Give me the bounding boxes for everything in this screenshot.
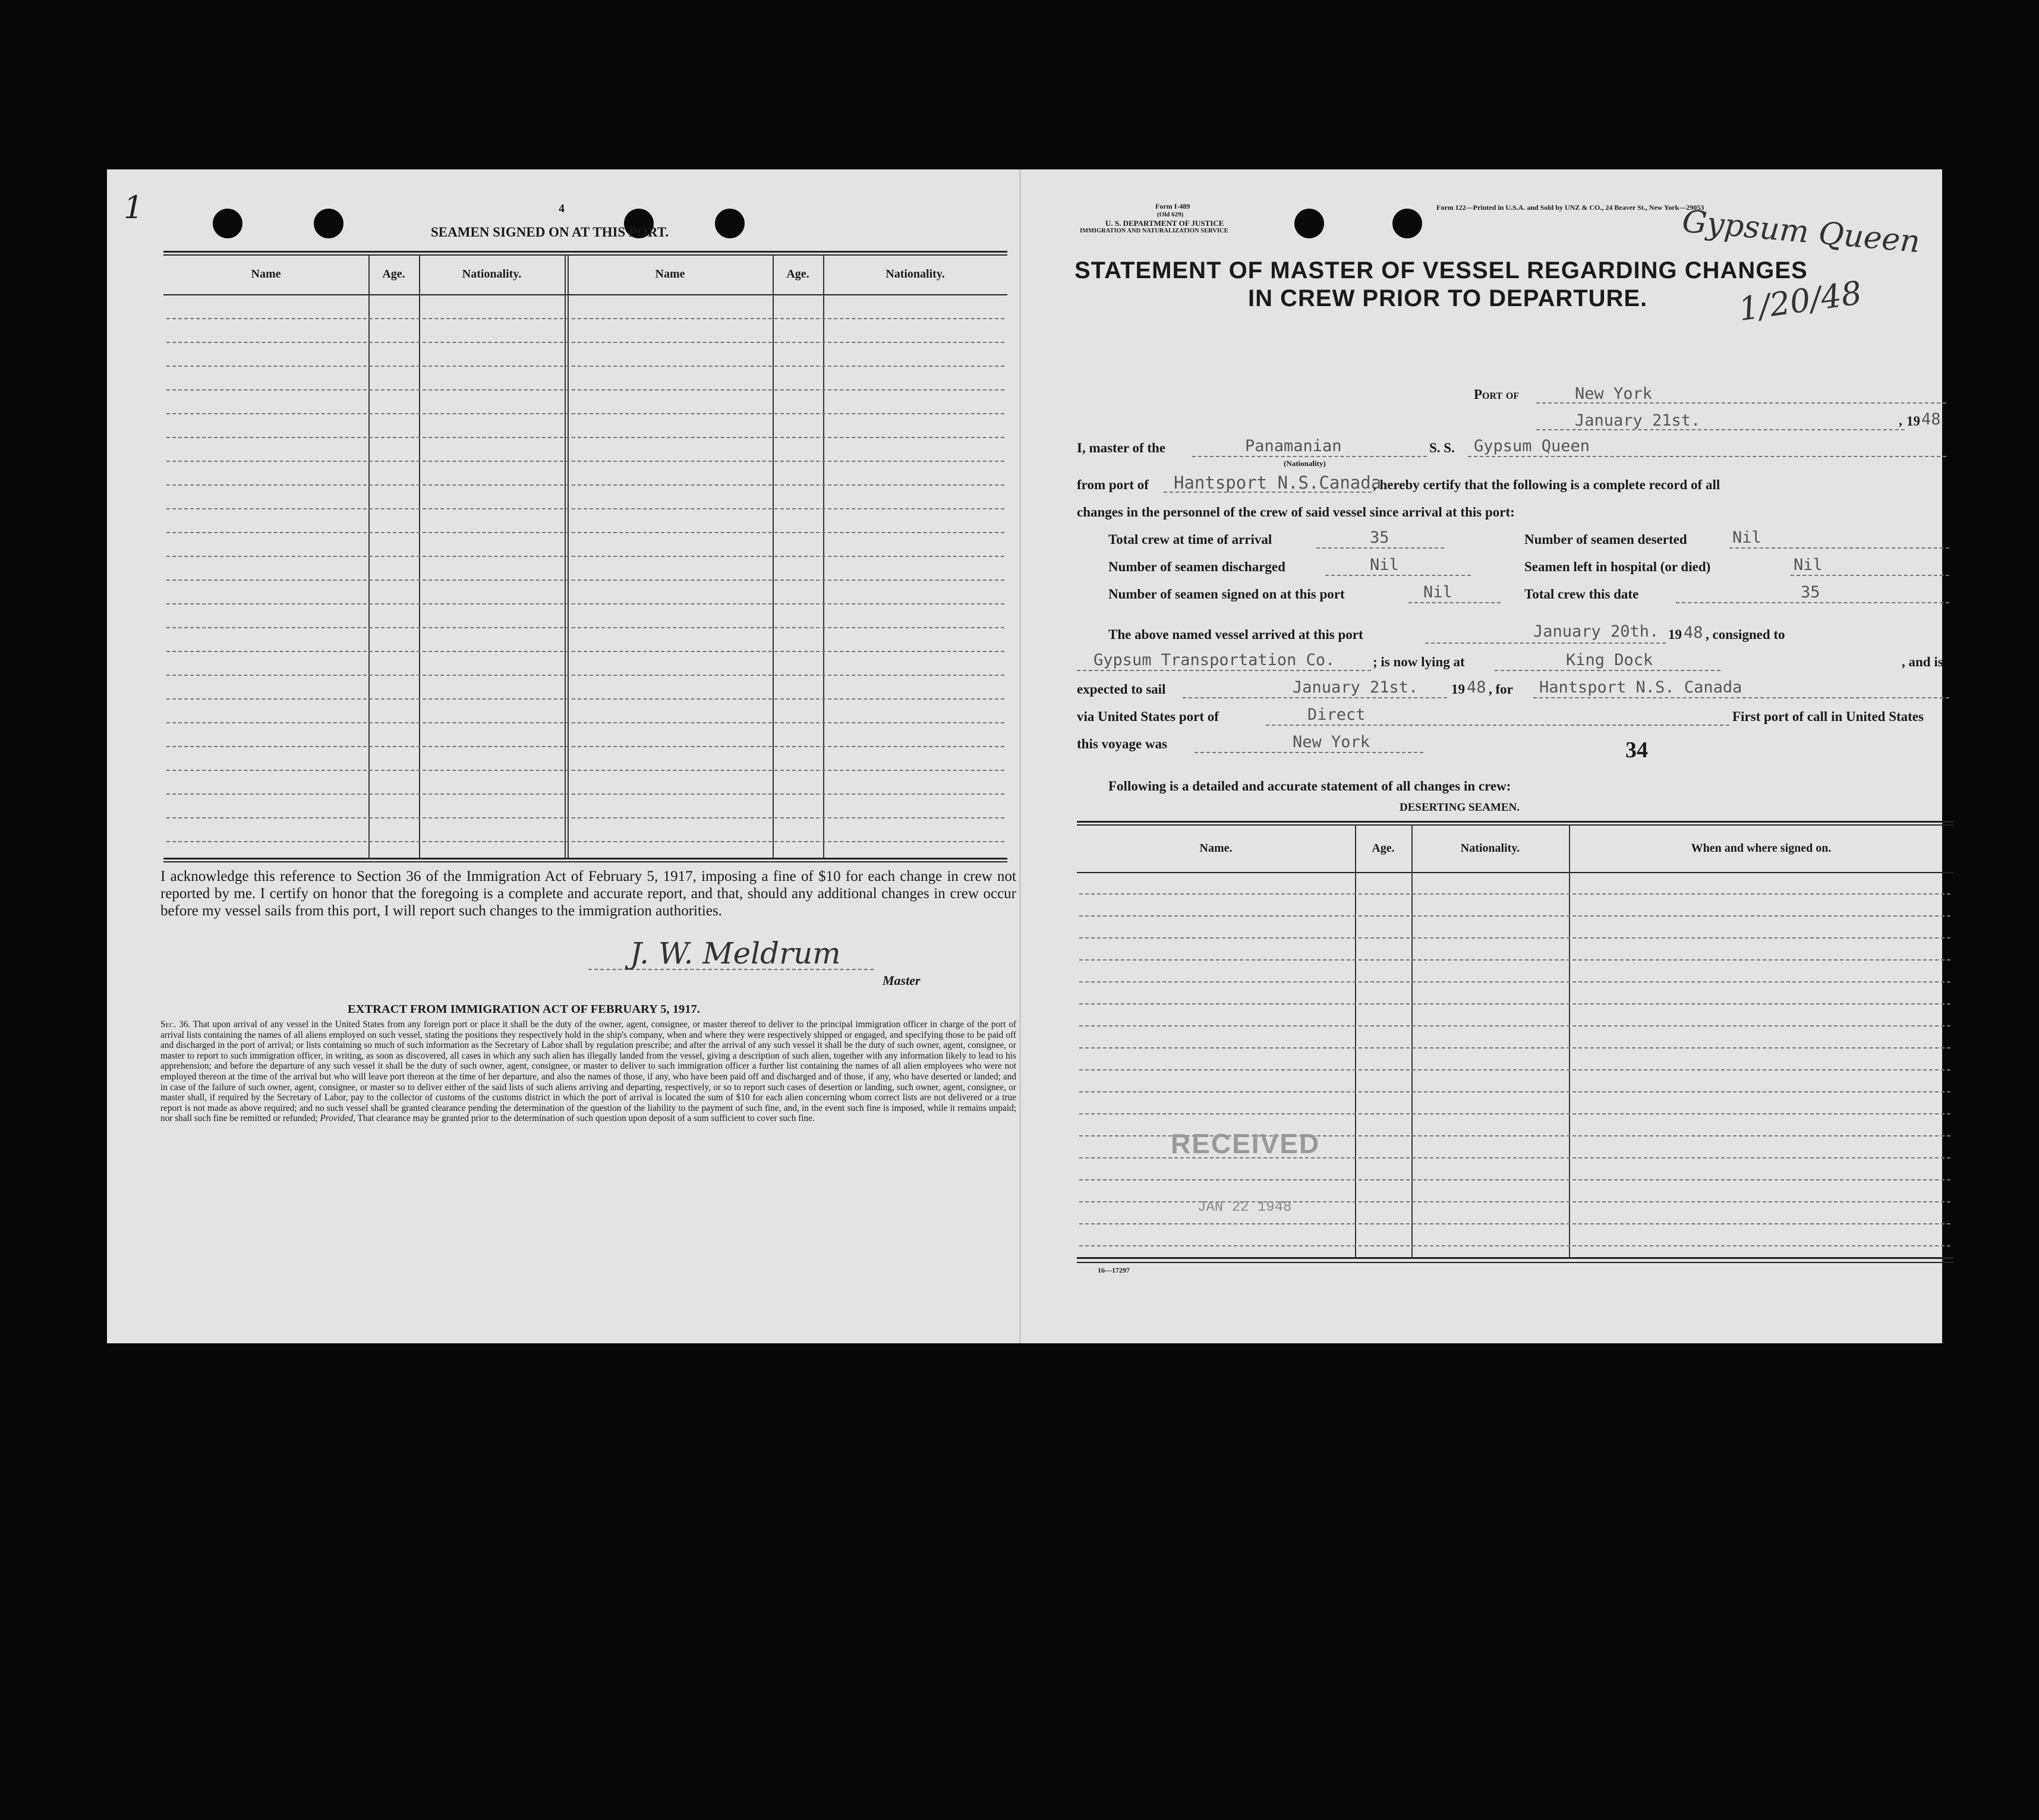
table-rule: [163, 251, 1007, 253]
deserted-label: Number of seamen deserted: [1524, 532, 1687, 547]
deserted-line: [1729, 547, 1949, 549]
extract-provided: Provided,: [320, 1113, 355, 1124]
received-stamp: RECEIVED: [1171, 1128, 1321, 1159]
deserted-value: Nil: [1732, 528, 1761, 547]
blank-row-line: [166, 437, 1004, 438]
from-port-value: Hantsport N.S.Canada: [1174, 473, 1382, 493]
consignee-line: [1077, 670, 1371, 671]
blank-row-line: [166, 603, 1004, 604]
blank-row-line: [166, 698, 1004, 700]
consignee-value: Gypsum Transportation Co.: [1093, 651, 1335, 669]
certify-text: , hereby certify that the following is a complete record of all: [1373, 477, 1720, 492]
right-page-number: 34: [1625, 738, 1648, 763]
signed-on-value: Nil: [1423, 583, 1452, 602]
following-text: Following is a detailed and accurate statement of all changes in crew:: [1108, 779, 1511, 794]
total-arrival-label: Total crew at time of arrival: [1108, 532, 1272, 547]
table-rule: [163, 858, 1007, 859]
arrived-line: [1425, 643, 1666, 644]
blank-row-line: [1079, 1025, 1950, 1026]
table-rule: [1077, 1262, 1953, 1263]
table-rule: [163, 861, 1007, 862]
ss-label: S. S.: [1429, 440, 1455, 455]
table-rule: [163, 294, 1007, 295]
margin-mark: 1: [124, 190, 144, 226]
extract-title: EXTRACT FROM IMMIGRATION ACT OF FEBRUARY 5, 1917.: [348, 1003, 700, 1016]
destination-line: [1533, 697, 1949, 698]
for-label: , for: [1489, 682, 1513, 697]
sail-year-value: 48: [1467, 678, 1486, 697]
extract-section: Sec. 36.: [160, 1019, 191, 1029]
section-title: SEAMEN SIGNED ON AT THIS PORT.: [431, 225, 669, 240]
blank-row-line: [166, 389, 1004, 391]
column-divider: [1411, 824, 1413, 1257]
changes-text: changes in the personnel of the crew of said vessel since arrival at this port:: [1077, 505, 1515, 519]
port-value: New York: [1575, 385, 1653, 403]
blank-row-line: [166, 342, 1004, 343]
voyage-label: this voyage was: [1077, 736, 1168, 751]
date-value: January 21st.: [1575, 411, 1701, 430]
sail-year-prefix: 19: [1451, 682, 1465, 697]
arrived-label: The above named vessel arrived at this port: [1108, 627, 1363, 642]
arrived-year-prefix: 19: [1668, 627, 1682, 642]
vessel-value: Gypsum Queen: [1474, 437, 1590, 455]
punch-hole: [1392, 209, 1422, 238]
blank-row-line: [166, 413, 1004, 414]
page-fold: [1019, 169, 1021, 1343]
master-label: I, master of the: [1077, 440, 1166, 455]
blank-row-line: [166, 318, 1004, 319]
department: U. S. DEPARTMENT OF JUSTICE: [1105, 219, 1224, 228]
form-old: (Old 629): [1157, 211, 1184, 218]
table-rule: [1077, 872, 1953, 873]
deserting-title: DESERTING SEAMEN.: [1400, 801, 1520, 814]
punch-hole: [314, 209, 343, 238]
blank-row-line: [166, 508, 1004, 509]
punch-hole: [213, 209, 242, 238]
total-arrival-line: [1316, 547, 1444, 549]
service: IMMIGRATION AND NATURALIZATION SERVICE: [1080, 228, 1228, 234]
signed-on-line: [1408, 602, 1501, 603]
footer-code: 16—17297: [1098, 1266, 1130, 1274]
table-rule: [1077, 1257, 1953, 1259]
handwritten-ship-name: Gypsum Queen: [1681, 203, 1922, 260]
extract-tail: That clearance may be granted prior to the determination of such question upon deposit of a sum sufficient to cover such fine.: [357, 1113, 815, 1124]
blank-row-line: [166, 484, 1004, 486]
discharged-line: [1325, 575, 1471, 576]
voyage-line: [1195, 752, 1423, 753]
blank-row-line: [166, 532, 1004, 533]
handwritten-date: 1/20/48: [1736, 273, 1864, 329]
discharged-value: Nil: [1370, 556, 1399, 574]
extract-text: That upon arrival of any vessel in the United States from any foreign port or place it shall be the duty of the owner, agent, consignee, or master thereof to deliver to the principal immigration officer in charge of the port of arrival lists containing the names of all aliens employed on such vessel, stating the positions they respectively hold in the ship's company, when and where they were respectively shipped or engaged, and specifying those to be paid off and discharged in the port of arrival; or lists containing so much of such information as the Secretary of Labor shall by regulation prescribe; and after the arrival of any such vessel it shall be the duty of such owner, agent, consignee, or master to report to such immigration officer, in writing, as soon as discovered, all cases in which any such alien has illegally landed from the vessel, giving a description of such alien, together with any information likely to lead to his apprehension; and before the departure of any such vessel it shall be the duty of such owner, agent, consignee, or master to deliver to such immigration officer a further list containing the names of all alien employees who were not employed thereon at the time of the arrival but who will leave port thereon at the time of her departure, and also the names of those, if any, who have been paid off and discharged and of those, if any, who have deserted or landed; and in case of the failure of such owner, agent, consignee, or master so to deliver either of the said lists of such aliens arriving and departing, respectively, or so to report such cases of desertion or landing, such owner, agent, consignee, or master shall, if required by the Secretary of Labor, pay to the collector of customs of the customs district in which the port of arrival is located the sum of $10 for each alien concerning whom correct lists are not delivered or a true report is not made as above required; and no such vessel shall be granted clearance pending the determination of the question of the liability to the payment of such fine, and, in the event such fine is imposed, while it remains unpaid; nor shall such fine be remitted or refunded;: [160, 1019, 1016, 1124]
blank-row-line: [166, 794, 1004, 795]
first-port-label: First port of call in United States: [1732, 709, 1924, 724]
blank-row-line: [166, 817, 1004, 818]
blank-row-line: [166, 722, 1004, 723]
extract-body: [160, 1019, 1016, 1124]
via-label: via United States port of: [1077, 709, 1219, 724]
column-header: Name.: [1199, 841, 1233, 855]
page-number: 4: [559, 202, 565, 215]
blank-row-line: [166, 366, 1004, 367]
signature-role: Master: [883, 973, 921, 988]
form-title-line1: STATEMENT OF MASTER OF VESSEL REGARDING CHANGES: [1074, 257, 1808, 284]
blank-row-line: [1079, 1069, 1950, 1070]
master-signature: J. W. Meldrum: [630, 936, 841, 971]
arrived-value: January 20th.: [1533, 622, 1659, 641]
blank-row-line: [1079, 1223, 1950, 1224]
column-header: Age.: [1372, 841, 1395, 855]
via-value: Direct: [1307, 706, 1366, 724]
received-stamp-date: JAN 22 1948: [1197, 1199, 1292, 1216]
sail-label: expected to sail: [1077, 682, 1166, 697]
via-line: [1266, 725, 1729, 726]
lying-label: ; is now lying at: [1373, 654, 1465, 669]
nationality-caption: (Nationality): [1284, 459, 1326, 468]
blank-row-line: [1079, 1113, 1950, 1114]
hospital-value: Nil: [1794, 556, 1823, 574]
total-date-value: 35: [1801, 583, 1820, 602]
blank-row-line: [1079, 1245, 1950, 1246]
blank-row-line: [1079, 981, 1950, 983]
comma: ,: [1899, 413, 1902, 428]
sail-line: [1183, 697, 1447, 698]
column-header: Nationality.: [885, 267, 945, 281]
blank-row-line: [1079, 1047, 1950, 1048]
column-divider: [1569, 824, 1570, 1257]
year-value: 48: [1921, 410, 1941, 429]
blank-row-line: [166, 556, 1004, 557]
total-date-line: [1676, 602, 1949, 603]
column-header: Name: [655, 267, 685, 281]
year-prefix: 19: [1906, 414, 1920, 429]
form-number: Form I-489: [1155, 202, 1190, 210]
port-label: Port of: [1474, 387, 1520, 402]
column-header: Nationality.: [462, 267, 522, 281]
nationality-value: Panamanian: [1245, 437, 1342, 455]
blank-row-line: [166, 651, 1004, 652]
column-header: Age.: [786, 267, 809, 281]
column-header: Nationality.: [1460, 841, 1520, 855]
blank-row-line: [1079, 915, 1950, 917]
column-header: Age.: [382, 267, 405, 281]
punch-hole: [715, 209, 745, 238]
blank-row-line: [1079, 893, 1950, 895]
blank-row-line: [166, 627, 1004, 628]
blank-row-line: [166, 841, 1004, 842]
printer-note: Form 122—Printed in U.S.A. and Sold by UNZ & CO., 24 Beaver St., New York—29053: [1436, 203, 1704, 212]
column-header: Name: [251, 267, 281, 281]
punch-hole: [1294, 209, 1324, 238]
table-rule: [1077, 821, 1953, 823]
total-arrival-value: 35: [1370, 528, 1389, 547]
column-divider: [1355, 824, 1356, 1257]
sail-value: January 21st.: [1293, 678, 1419, 697]
blank-row-line: [166, 770, 1004, 771]
lying-line: [1495, 670, 1720, 671]
acknowledgement: I acknowledge this reference to Section 36 of the Immigration Act of February 5, 1917, imposing a fine of $10 for each change in crew not reported by me. I certify on honor that the foregoing is a complete and accurate report, and that, should any additional changes in crew occur before my vessel sails from this port, I will report such changes to the immigration authorities.: [160, 868, 1016, 919]
blank-row-line: [166, 746, 1004, 747]
hospital-line: [1791, 575, 1949, 576]
vessel-line: [1468, 456, 1946, 457]
voyage-value: New York: [1293, 733, 1370, 751]
and-is: , and is: [1902, 654, 1943, 669]
discharged-label: Number of seamen discharged: [1108, 559, 1285, 574]
from-port-label: from port of: [1077, 477, 1149, 492]
hospital-label: Seamen left in hospital (or died): [1524, 559, 1711, 574]
blank-row-line: [1079, 1091, 1950, 1092]
blank-row-line: [1079, 937, 1950, 939]
nationality-line: [1192, 456, 1427, 457]
consigned-label: , consigned to: [1706, 627, 1785, 642]
blank-row-line: [166, 675, 1004, 676]
arrived-year-value: 48: [1684, 624, 1703, 642]
blank-row-line: [1079, 1179, 1950, 1180]
signed-on-label: Number of seamen signed on at this port: [1108, 587, 1345, 602]
blank-row-line: [166, 461, 1004, 462]
blank-row-line: [1079, 959, 1950, 961]
blank-row-line: [1079, 1003, 1950, 1005]
blank-row-line: [166, 580, 1004, 581]
lying-value: King Dock: [1566, 651, 1653, 669]
column-header: When and where signed on.: [1691, 841, 1832, 855]
document-sheet: [107, 169, 1942, 1343]
total-date-label: Total crew this date: [1524, 587, 1639, 602]
form-title-line2: IN CREW PRIOR TO DEPARTURE.: [1248, 285, 1648, 311]
destination-value: Hantsport N.S. Canada: [1539, 678, 1742, 697]
